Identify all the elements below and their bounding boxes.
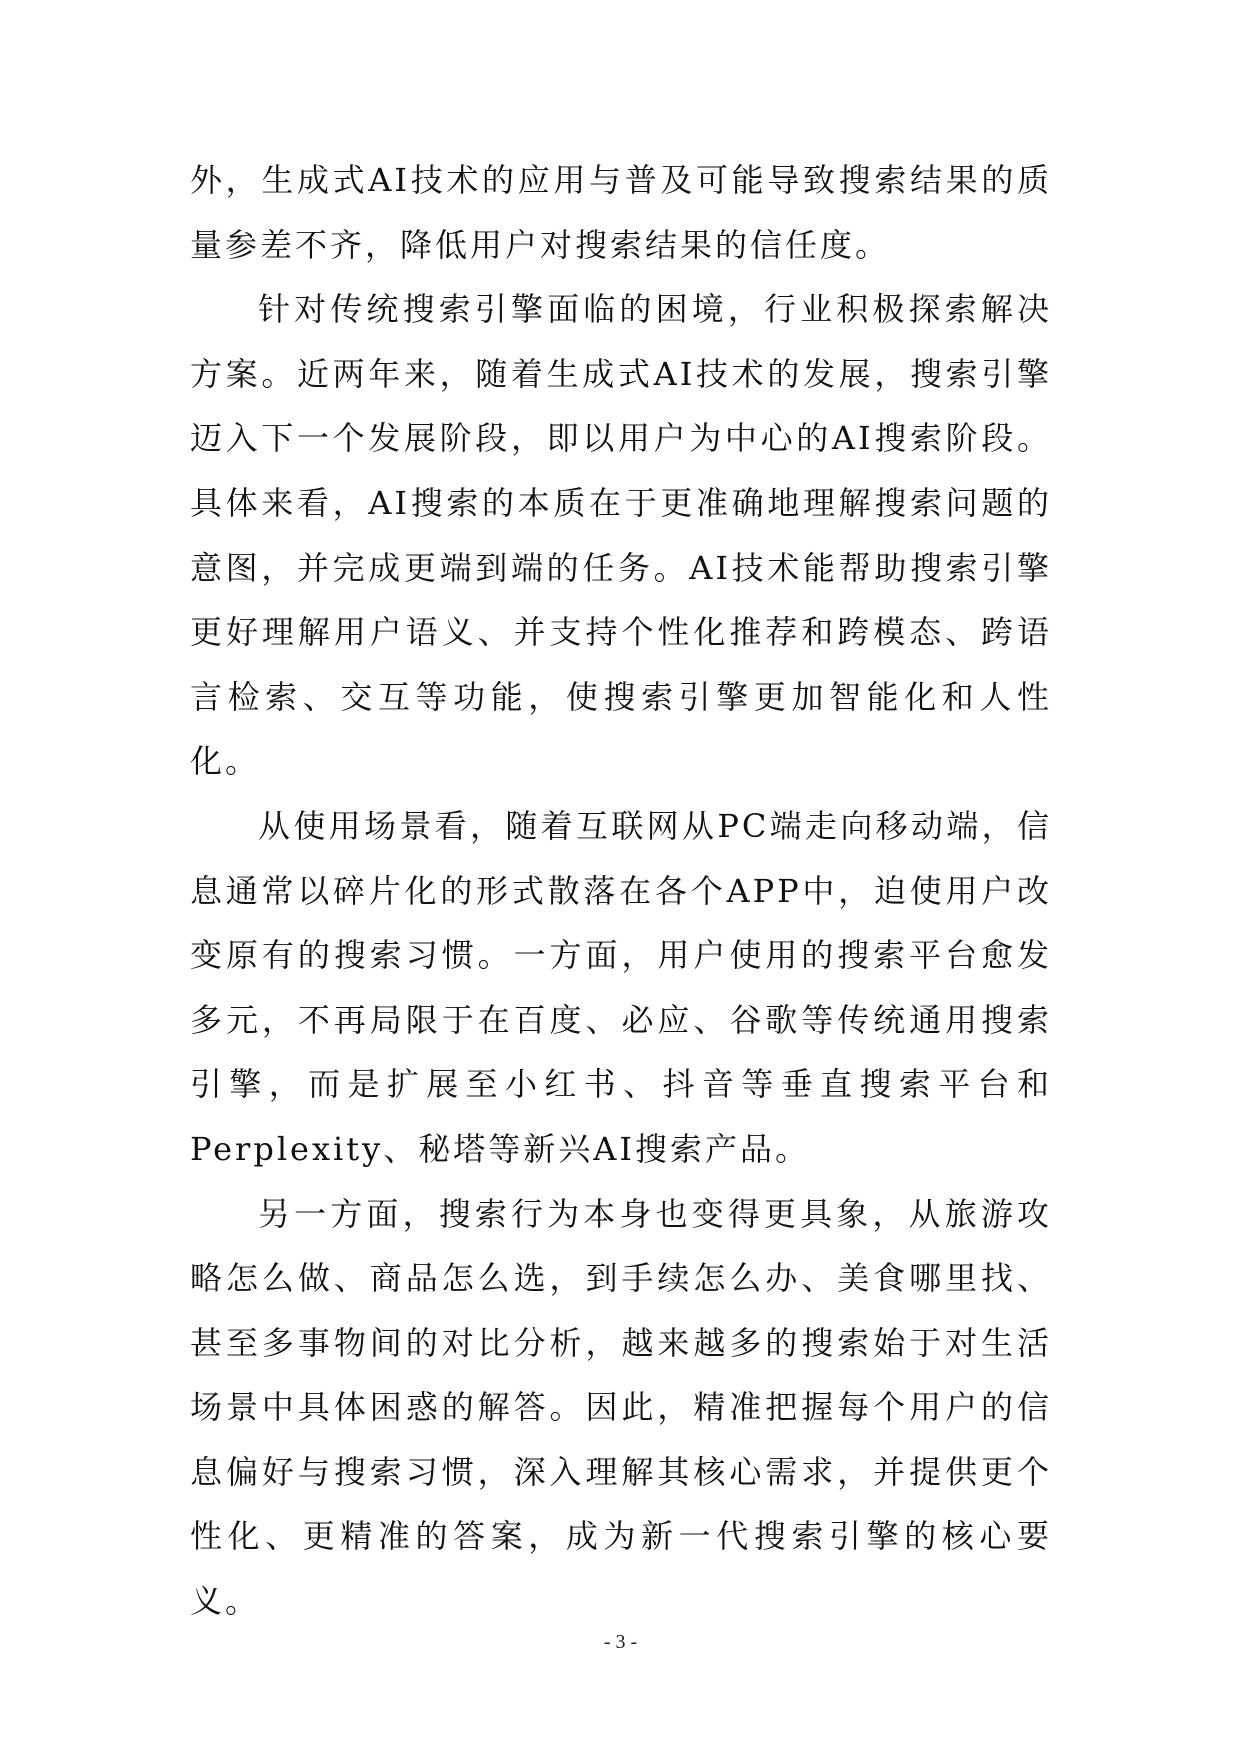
paragraph-industry-solutions: 针对传统搜索引擎面临的困境，行业积极探索解决方案。近两年来，随着生成式AI技术的发展，搜索引擎迈入下一个发展阶段，即以用户为中心的AI搜索阶段。具体来看，AI搜索的本质在于更准确地理解搜索问题的意图，并完成更端到端的任务。AI技术能帮助搜索引擎更好理解用户语义、并支持个性化推荐和跨模态、跨语言检索、交互等功能，使搜索引擎更加智能化和人性化。 [190, 290, 1052, 781]
page-number: - 3 - [603, 1631, 638, 1653]
paragraph-continuation: 外，生成式AI技术的应用与普及可能导致搜索结果的质量参差不齐，降低用户对搜索结果的信任度。 [190, 161, 1052, 264]
paragraph-usage-scenarios: 从使用场景看，随着互联网从PC端走向移动端，信息通常以碎片化的形式散落在各个APP中，迫使用户改变原有的搜索习惯。一方面，用户使用的搜索平台愈发多元，不再局限于在百度、必应、谷歌等传统通用搜索引擎，而是扩展至小红书、抖音等垂直搜索平台和Perplexity、秘塔等新兴AI搜索产品。 [190, 806, 1052, 1168]
body-text [190, 148, 1052, 1634]
paragraph-search-behavior: 另一方面，搜索行为本身也变得更具象，从旅游攻略怎么做、商品怎么选，到手续怎么办、美食哪里找、甚至多事物间的对比分析，越来越多的搜索始于对生活场景中具体困惑的解答。因此，精准把握每个用户的信息偏好与搜索习惯，深入理解其核心需求，并提供更个性化、更精准的答案，成为新一代搜索引擎的核心要义。 [190, 1194, 1052, 1621]
